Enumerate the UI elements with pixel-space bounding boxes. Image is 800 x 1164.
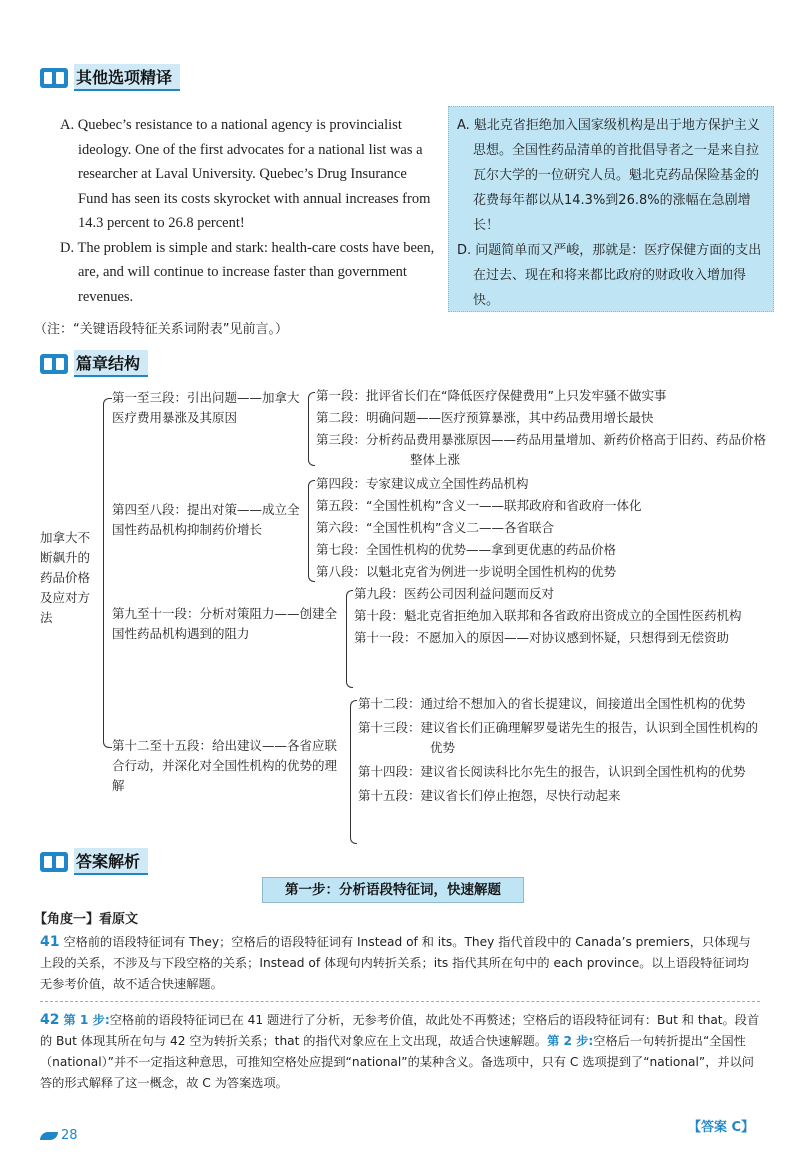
group-brace xyxy=(308,392,315,466)
paragraph-item: 第十二段：通过给不想加入的省长提建议，间接道出全国性机构的优势 xyxy=(358,696,746,711)
option-a-english: A. Quebec’s resistance to a national agency is provincialist ideology. One of the first advocates for a national list was a researcher at Laval University. Quebec’s Drug Insurance Fund has seen its costs skyrocket with annual increases from 14.3 percent to 26.8 percent! xyxy=(60,117,431,231)
option-d-english: D. The problem is simple and stark: health-care costs have been, are, and will continue to increase faster than government revenues. xyxy=(60,239,435,305)
answer-badge: 【答案 C】 xyxy=(688,1120,755,1135)
group-label: 第一至三段：引出问题——加拿大医疗费用暴涨及其原因 xyxy=(112,390,300,425)
group-items xyxy=(316,474,766,582)
paragraph-item: 第八段：以魁北克省为例进一步说明全国性机构的优势 xyxy=(316,564,617,579)
section-title: 答案解析 xyxy=(74,848,148,875)
divider xyxy=(40,1001,760,1002)
paragraph-item: 第七段：全国性机构的优势——拿到更优惠的药品价格 xyxy=(316,542,617,557)
paragraph-item: 第一段：批评省长们在“降低医疗保健费用”上只发牢骚不做实事 xyxy=(316,388,667,403)
paragraph-item: 第十段：魁北克省拒绝加入联邦和各省政府出资成立的全国性医药机构 xyxy=(354,608,742,623)
paragraph-item: 第六段：“全国性机构”含义二——各省联合 xyxy=(316,520,554,535)
group-items xyxy=(354,584,766,648)
section-header-analysis xyxy=(40,848,148,875)
angle-label: 【角度一】看原文 xyxy=(34,912,139,927)
option-d-chinese: D. 问题简单而又严峻，那就是：医疗保健方面的支出在过去、现在和将来都比政府的财政收入增加得快。 xyxy=(457,243,762,308)
group-label: 第四至八段：提出对策——成立全国性药品机构抑制药价增长 xyxy=(112,502,300,537)
page-number: 28 xyxy=(61,1128,78,1143)
book-icon xyxy=(40,852,68,872)
section-header-other-options xyxy=(40,64,180,91)
paragraph-item: 第五段：“全国性机构”含义一——联邦政府和省政府一体化 xyxy=(316,498,642,513)
page-number-area xyxy=(40,1128,78,1143)
section-header-structure xyxy=(40,350,148,377)
paragraph-item: 第九段：医药公司因利益问题而反对 xyxy=(354,586,555,601)
group-label: 第九至十一段：分析对策阻力——创建全国性药品机构遇到的阻力 xyxy=(112,606,338,641)
question-text: 空格前的语段特征词有 They；空格后的语段特征词有 Instead of 和 its。They 指代首段中的 Canada’s premiers，只体现与上段的关系，不涉及与下段空格的关系；Instead of 体现句内转折关系；its 指代其所在句中的 each province。以上语段特征词均无参考价值，故不适合快速解题。 xyxy=(40,935,751,991)
question-41-analysis xyxy=(40,932,760,995)
step-2-text: 空格后一句转折提出“全国性（national）”并不一定指这种意思，可推知空格处应提到“national”的某种含义。备选项中，只有 C 选项提到了“national”，并以问答的形式解释了这一概念，故 C 为答案选项。 xyxy=(40,1034,754,1090)
step-banner: 第一步：分析语段特征词，快速解题 xyxy=(262,877,524,903)
step-2-label: 第 2 步: xyxy=(547,1034,594,1048)
section-title: 其他选项精译 xyxy=(74,64,180,91)
paragraph-item: 第四段：专家建议成立全国性药品机构 xyxy=(316,476,529,491)
translation-box xyxy=(448,106,774,312)
paragraph-item: 第十五段：建议省长们停止抱怨，尽快行动起来 xyxy=(358,788,621,803)
option-a-chinese: A. 魁北克省拒绝加入国家级机构是出于地方保护主义思想。全国性药品清单的首批倡导者之一是来自拉瓦尔大学的一位研究人员。魁北克药品保险基金的花费每年都以从14.3%到26.8%的涨幅在急剧增长！ xyxy=(457,118,760,233)
note: （注：“关键语段特征关系词附表”见前言。） xyxy=(34,322,288,337)
structure-root: 加拿大不断飙升的药品价格及应对方法 xyxy=(40,530,91,625)
section-title: 篇章结构 xyxy=(74,350,148,377)
group-items xyxy=(316,386,766,470)
paragraph-item: 第十四段：建议省长阅读科比尔先生的报告，认识到全国性机构的优势 xyxy=(358,764,746,779)
step-1-text: 空格前的语段特征词已在 41 题进行了分析，无参考价值，故此处不再赘述；空格后的语段特征词有：But 和 that。段首的 But 体现其所在句与 42 空为转折关系；that 的指代对象应在上文出现，故适合快速解题。 xyxy=(40,1013,760,1048)
group-brace xyxy=(308,480,315,582)
paragraph-item: 第十一段：不愿加入的原因——对协议感到怀疑，只想得到无偿资助 xyxy=(354,630,730,645)
book-icon xyxy=(40,68,68,88)
paragraph-item: 第二段：明确问题——医疗预算暴涨，其中药品费用增长最快 xyxy=(316,410,654,425)
step-1-label: 第 1 步: xyxy=(63,1013,110,1027)
group-brace xyxy=(350,700,357,844)
group-brace xyxy=(346,590,353,688)
question-number: 41 xyxy=(40,934,60,950)
question-number: 42 xyxy=(40,1012,60,1028)
root-brace xyxy=(103,398,112,748)
question-42-analysis xyxy=(40,1010,760,1094)
group-label: 第十二至十五段：给出建议——各省应联合行动，并深化对全国性机构的优势的理解 xyxy=(112,738,338,793)
paragraph-item: 第三段：分析药品费用暴涨原因——药品用量增加、新药价格高于旧药、药品价格整体上涨 xyxy=(316,432,767,467)
book-icon xyxy=(40,354,68,374)
paragraph-item: 第十三段：建议省长们正确理解罗曼诺先生的报告，认识到全国性机构的优势 xyxy=(358,720,759,755)
swoosh-icon xyxy=(40,1132,58,1140)
english-options xyxy=(60,113,438,309)
group-items xyxy=(358,694,766,806)
